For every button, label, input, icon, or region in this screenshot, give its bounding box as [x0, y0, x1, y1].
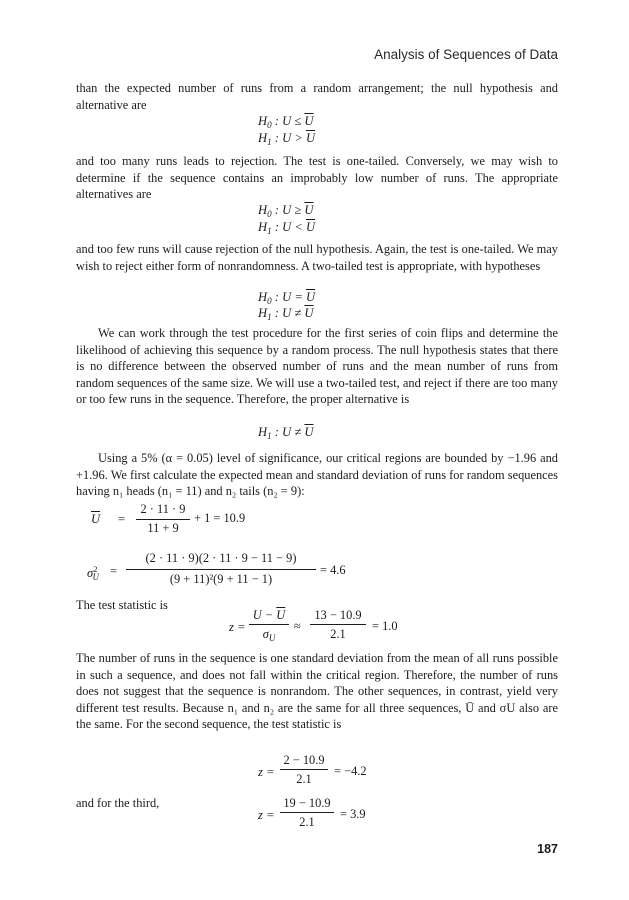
z1-value-bar	[310, 624, 366, 625]
hypothesis-h0-b: $H_0$ : $U \ge \overline{U}$	[258, 203, 314, 219]
mean-result: + 1 = 10.9	[194, 511, 246, 525]
hypothesis-h1-a: $H_1$ : $U > \overline{U}$	[258, 131, 316, 147]
hypothesis-h1-d: $H_1$ : $U \ne \overline{U}$	[258, 425, 314, 441]
z1-denominator: $\sigma_U$	[262, 627, 276, 643]
z1-numerator-value: 13 − 10.9	[314, 608, 362, 622]
z2-symbol: z =	[258, 765, 275, 779]
z1-fraction-bar	[249, 624, 289, 625]
z2-denominator: 2.1	[296, 772, 312, 786]
paragraph-6: The test statistic is	[76, 598, 168, 612]
z2-result: = −4.2	[334, 764, 367, 778]
z1-approx: ≈	[294, 619, 301, 633]
z1-symbol: z =	[229, 620, 246, 634]
variance-numerator: (2 · 11 · 9)(2 · 11 · 9 − 11 − 9)	[145, 551, 297, 565]
paragraph-5: Using a 5% (α = 0.05) level of significance, our critical regions are bounded by −1.96 and +1.96. We first calculate the expected mean and standard deviation of runs for random sequences having n₁ heads (n₁ = 11) and n₂ tails (n₂ = 9):	[76, 451, 558, 498]
z3-result: = 3.9	[340, 807, 366, 821]
mean-fraction-bar	[136, 519, 190, 520]
paragraph-4: We can work through the test procedure for the first series of coin flips and determine the likelihood of achieving this sequence by a random process. The null hypothesis states that there is no difference between the observed number of runs and the mean number of runs from random sequences of the same size. We will use a two-tailed test, and reject if there are too many or too few runs in the sequence. Therefore, the proper alternative is	[76, 326, 558, 406]
page-number: 187	[537, 842, 558, 856]
mean-numerator: 2 · 11 · 9	[140, 502, 186, 516]
paragraph-3: and too few runs will cause rejection of the null hypothesis. Again, the test is one-tailed. We may wish to reject either form of nonrandomness. A two-tailed test is appropriate, with hypotheses	[76, 242, 558, 273]
book-page	[76, 0, 558, 900]
hypothesis-h1-c: $H_1$ : $U \ne \overline{U}$	[258, 306, 314, 322]
z1-denominator-value: 2.1	[330, 627, 346, 641]
variance-symbol: $\sigma^2_U$	[87, 564, 99, 582]
z2-numerator: 2 − 10.9	[283, 753, 325, 767]
z2-fraction-bar	[280, 769, 328, 770]
variance-fraction-bar	[126, 569, 316, 570]
hypothesis-h0-c: $H_0$ : $U = \overline{U}$	[258, 290, 316, 306]
paragraph-7: The number of runs in the sequence is one standard deviation from the mean of all runs possible in such a sequence, and does not fall within the critical region. Therefore, the number of runs does not suggest that the sequence is nonrandom. The other sequences, in contrast, yield very different test results. Because n₁ and n₂ are the same for all three sequences, Ū and σU also are the same. For the second sequence, the test statistic is	[76, 651, 558, 731]
z1-numerator: $U - \overline{U}$	[252, 608, 286, 622]
variance-equals: =	[110, 564, 117, 578]
mean-symbol: $\overline{U}$	[91, 512, 101, 526]
z3-symbol: z =	[258, 808, 275, 822]
paragraph-2: and too many runs leads to rejection. The test is one-tailed. Conversely, we may wish to determine if the sequence contains an improbably low number of runs. The appropriate alternatives are	[76, 154, 558, 201]
hypothesis-h1-b: $H_1$ : $U < \overline{U}$	[258, 220, 316, 236]
z1-result: = 1.0	[372, 619, 398, 633]
variance-result: = 4.6	[320, 563, 346, 577]
running-header: Analysis of Sequences of Data	[374, 47, 558, 62]
mean-denominator: 11 + 9	[147, 521, 179, 535]
paragraph-8: and for the third,	[76, 796, 160, 810]
hypothesis-h0-a: $H_0$ : $U \le \overline{U}$	[258, 114, 314, 130]
z3-numerator: 19 − 10.9	[283, 796, 331, 810]
mean-equals: =	[118, 512, 125, 526]
z3-fraction-bar	[280, 812, 334, 813]
z3-denominator: 2.1	[299, 815, 315, 829]
variance-denominator: (9 + 11)²(9 + 11 − 1)	[169, 572, 273, 586]
paragraph-1: than the expected number of runs from a random arrangement; the null hypothesis and alternative are	[76, 81, 558, 112]
